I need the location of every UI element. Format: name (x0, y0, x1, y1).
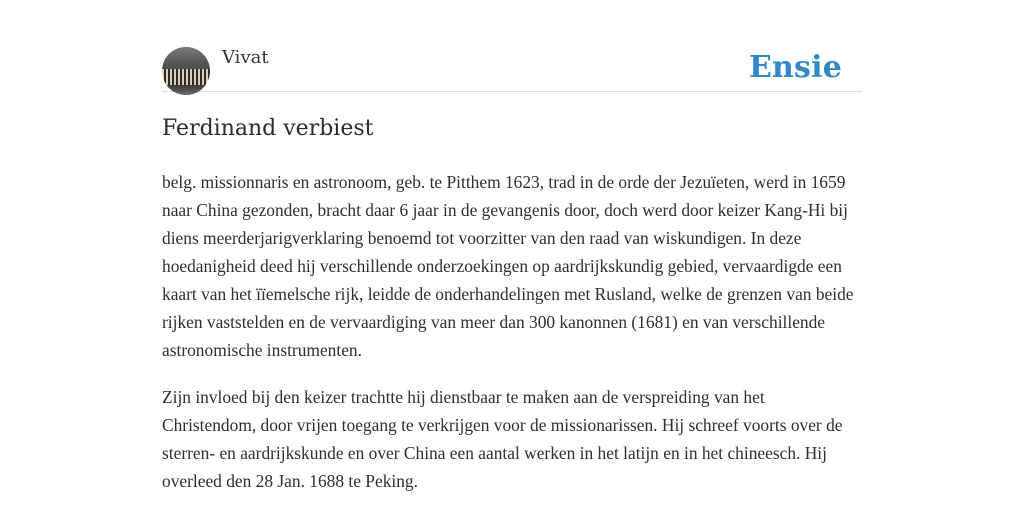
paragraph: belg. missionnaris en astronoom, geb. te Pitthem 1623, trad in de orde der Jezuïeten, werd in 1659 naar China gezonden, bracht daar 6 jaar in de gevangenis door, doch werd door keizer Kang-Hi bij diens meerderjarigverklaring benoemd tot voorzitter van den raad van wiskundigen. In deze hoedanigheid deed hij verschillende onderzoekingen op aardrijkskundig gebied, vervaardigde een kaart van het ïïemelsche rijk, leidde de onderhandelingen met Rusland, welke de grenzen van beide rijken vaststelden en de vervaardiging van meer dan 300 kanonnen (1681) en van verschillende astronomische instrumenten. (162, 172, 854, 360)
author-name[interactable]: Vivat (222, 47, 269, 68)
brand-logo[interactable]: Ensie (748, 50, 842, 85)
paragraph: Zijn invloed bij den keizer trachtte hij dienstbaar te maken aan de verspreiding van het Christendom, door vrijen toegang te verkrijgen voor de missionarissen. Hij schreef voorts over de sterren- en aardrijkskunde en over China een aantal werken in het latijn en in het chineesch. Hij overleed den 28 Jan. 1688 te Peking. (162, 387, 843, 491)
avatar[interactable] (162, 47, 210, 95)
page-title: Ferdinand verbiest (162, 116, 374, 141)
article-body (162, 168, 862, 512)
header (162, 46, 862, 92)
